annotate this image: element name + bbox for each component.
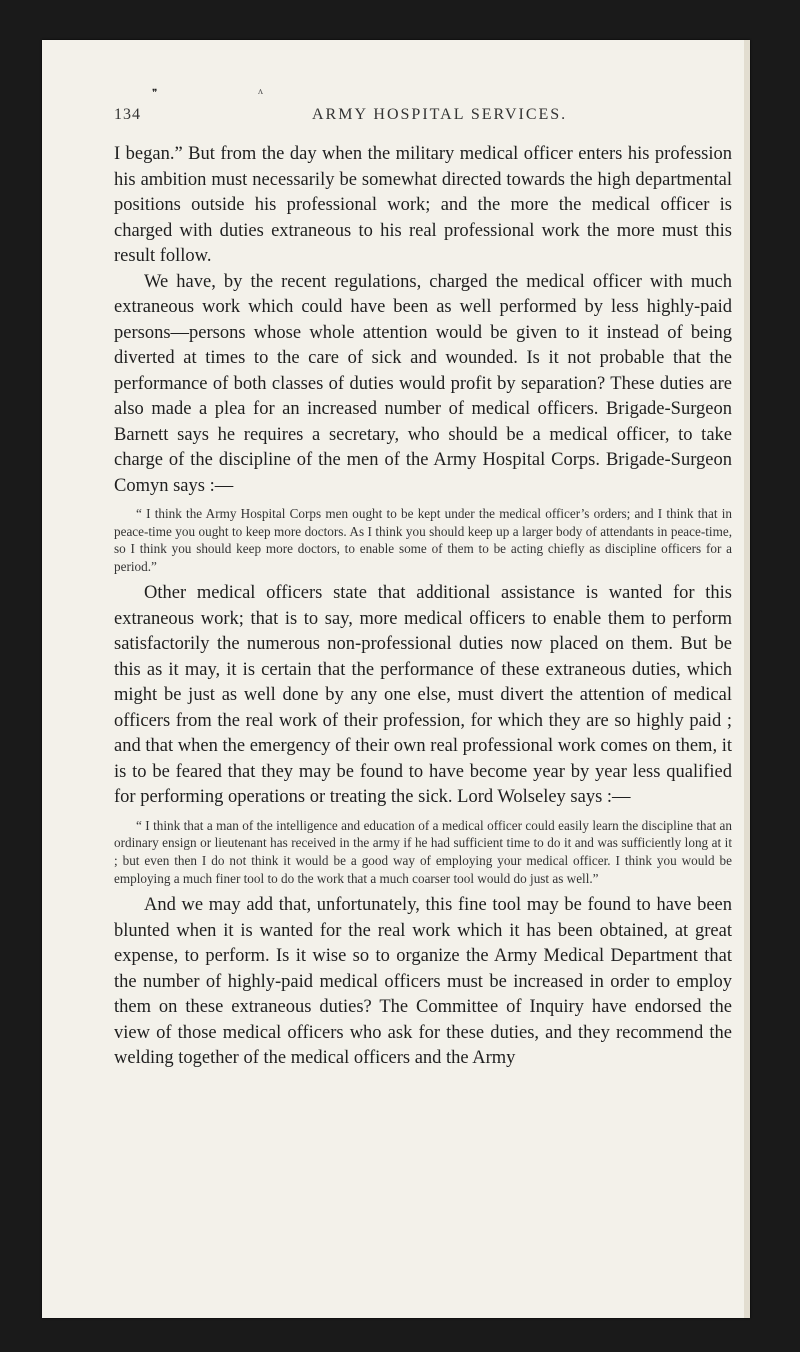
margin-mark: ʌ [258, 86, 263, 97]
page-edge [744, 40, 750, 1318]
paragraph: We have, by the recent regulations, charged the medical officer with much extraneous work which could have been as well performed by less highly-paid persons—persons whose whole attention would be given to it instead of being diverted at times to the care of sick and wounded. Is it not probable that the performance of both classes of duties would profit by separation? These duties are also made a plea for an increased number of medical officers. Brigade-Surgeon Barnett says he requires a secretary, who should be a medical officer, to take charge of the discipline of the men of the Army Hospital Corps. Brigade-Surgeon Comyn says :— [114, 271, 732, 496]
block-quote: “ I think that a man of the intelligence and education of a medical officer could easily learn the discipline that an ordinary ensign or lieutenant has received in the army if he had sufficient time to do it and was sufficiently long at it ; but even then I do not think it would be a good way of employing your medical officer. I think you would be employing a much finer tool to do the work that a much coarser tool would do just as well.” [114, 817, 732, 886]
block-quote: “ I think the Army Hospital Corps men ought to be kept under the medical officer’s orders; and I think that in peace-time you ought to keep more doctors. As I think you should keep up a larger body of attendants in peace-time, so I think you should keep more doctors, to enable some of them to be acting chiefly as discipline officers for a period.” [114, 506, 732, 574]
paragraph: And we may add that, unfortunately, this fine tool may be found to have been blunted when it is wanted for the real work which it has been obtained, at great expense, to perform. Is it wise so to organize the Army Medical Department that the number of highly-paid medical officers must be increased in order to employ them on these extraneous duties? The Committee of Inquiry have endorsed the view of those medical officers who ask for these duties, and they recommend the welding together of the medical officers and the Army [114, 895, 732, 1069]
margin-mark: ❞ [152, 88, 158, 99]
page-number: 134 [114, 106, 141, 123]
paragraph: I began.” But from the day when the military medical officer enters his profession his ambition must necessarily be somewhat directed towards the high departmental positions outside his professional work; and the more the medical officer is charged with duties extraneous to his real professional work the more must this result follow. [114, 144, 732, 266]
book-page [42, 40, 750, 1318]
page-text [114, 142, 732, 1072]
page-header [114, 106, 734, 132]
running-title: ARMY HOSPITAL SERVICES. [312, 106, 568, 123]
paragraph: Other medical officers state that additional assistance is wanted for this extraneous work; that is to say, more medical officers to enable them to perform satisfactorily the numerous non-professional duties now placed on them. But be this as it may, it is certain that the performance of these extraneous duties, which might be just as well done by any one else, must divert the attention of medical officers from the real work of their profession, for which they are so highly paid ; and that when the emergency of their own real professional work comes on them, it is to be feared that they may be found to have become year by year less qualified for performing operations or treating the sick. Lord Wolseley says :— [114, 583, 732, 808]
